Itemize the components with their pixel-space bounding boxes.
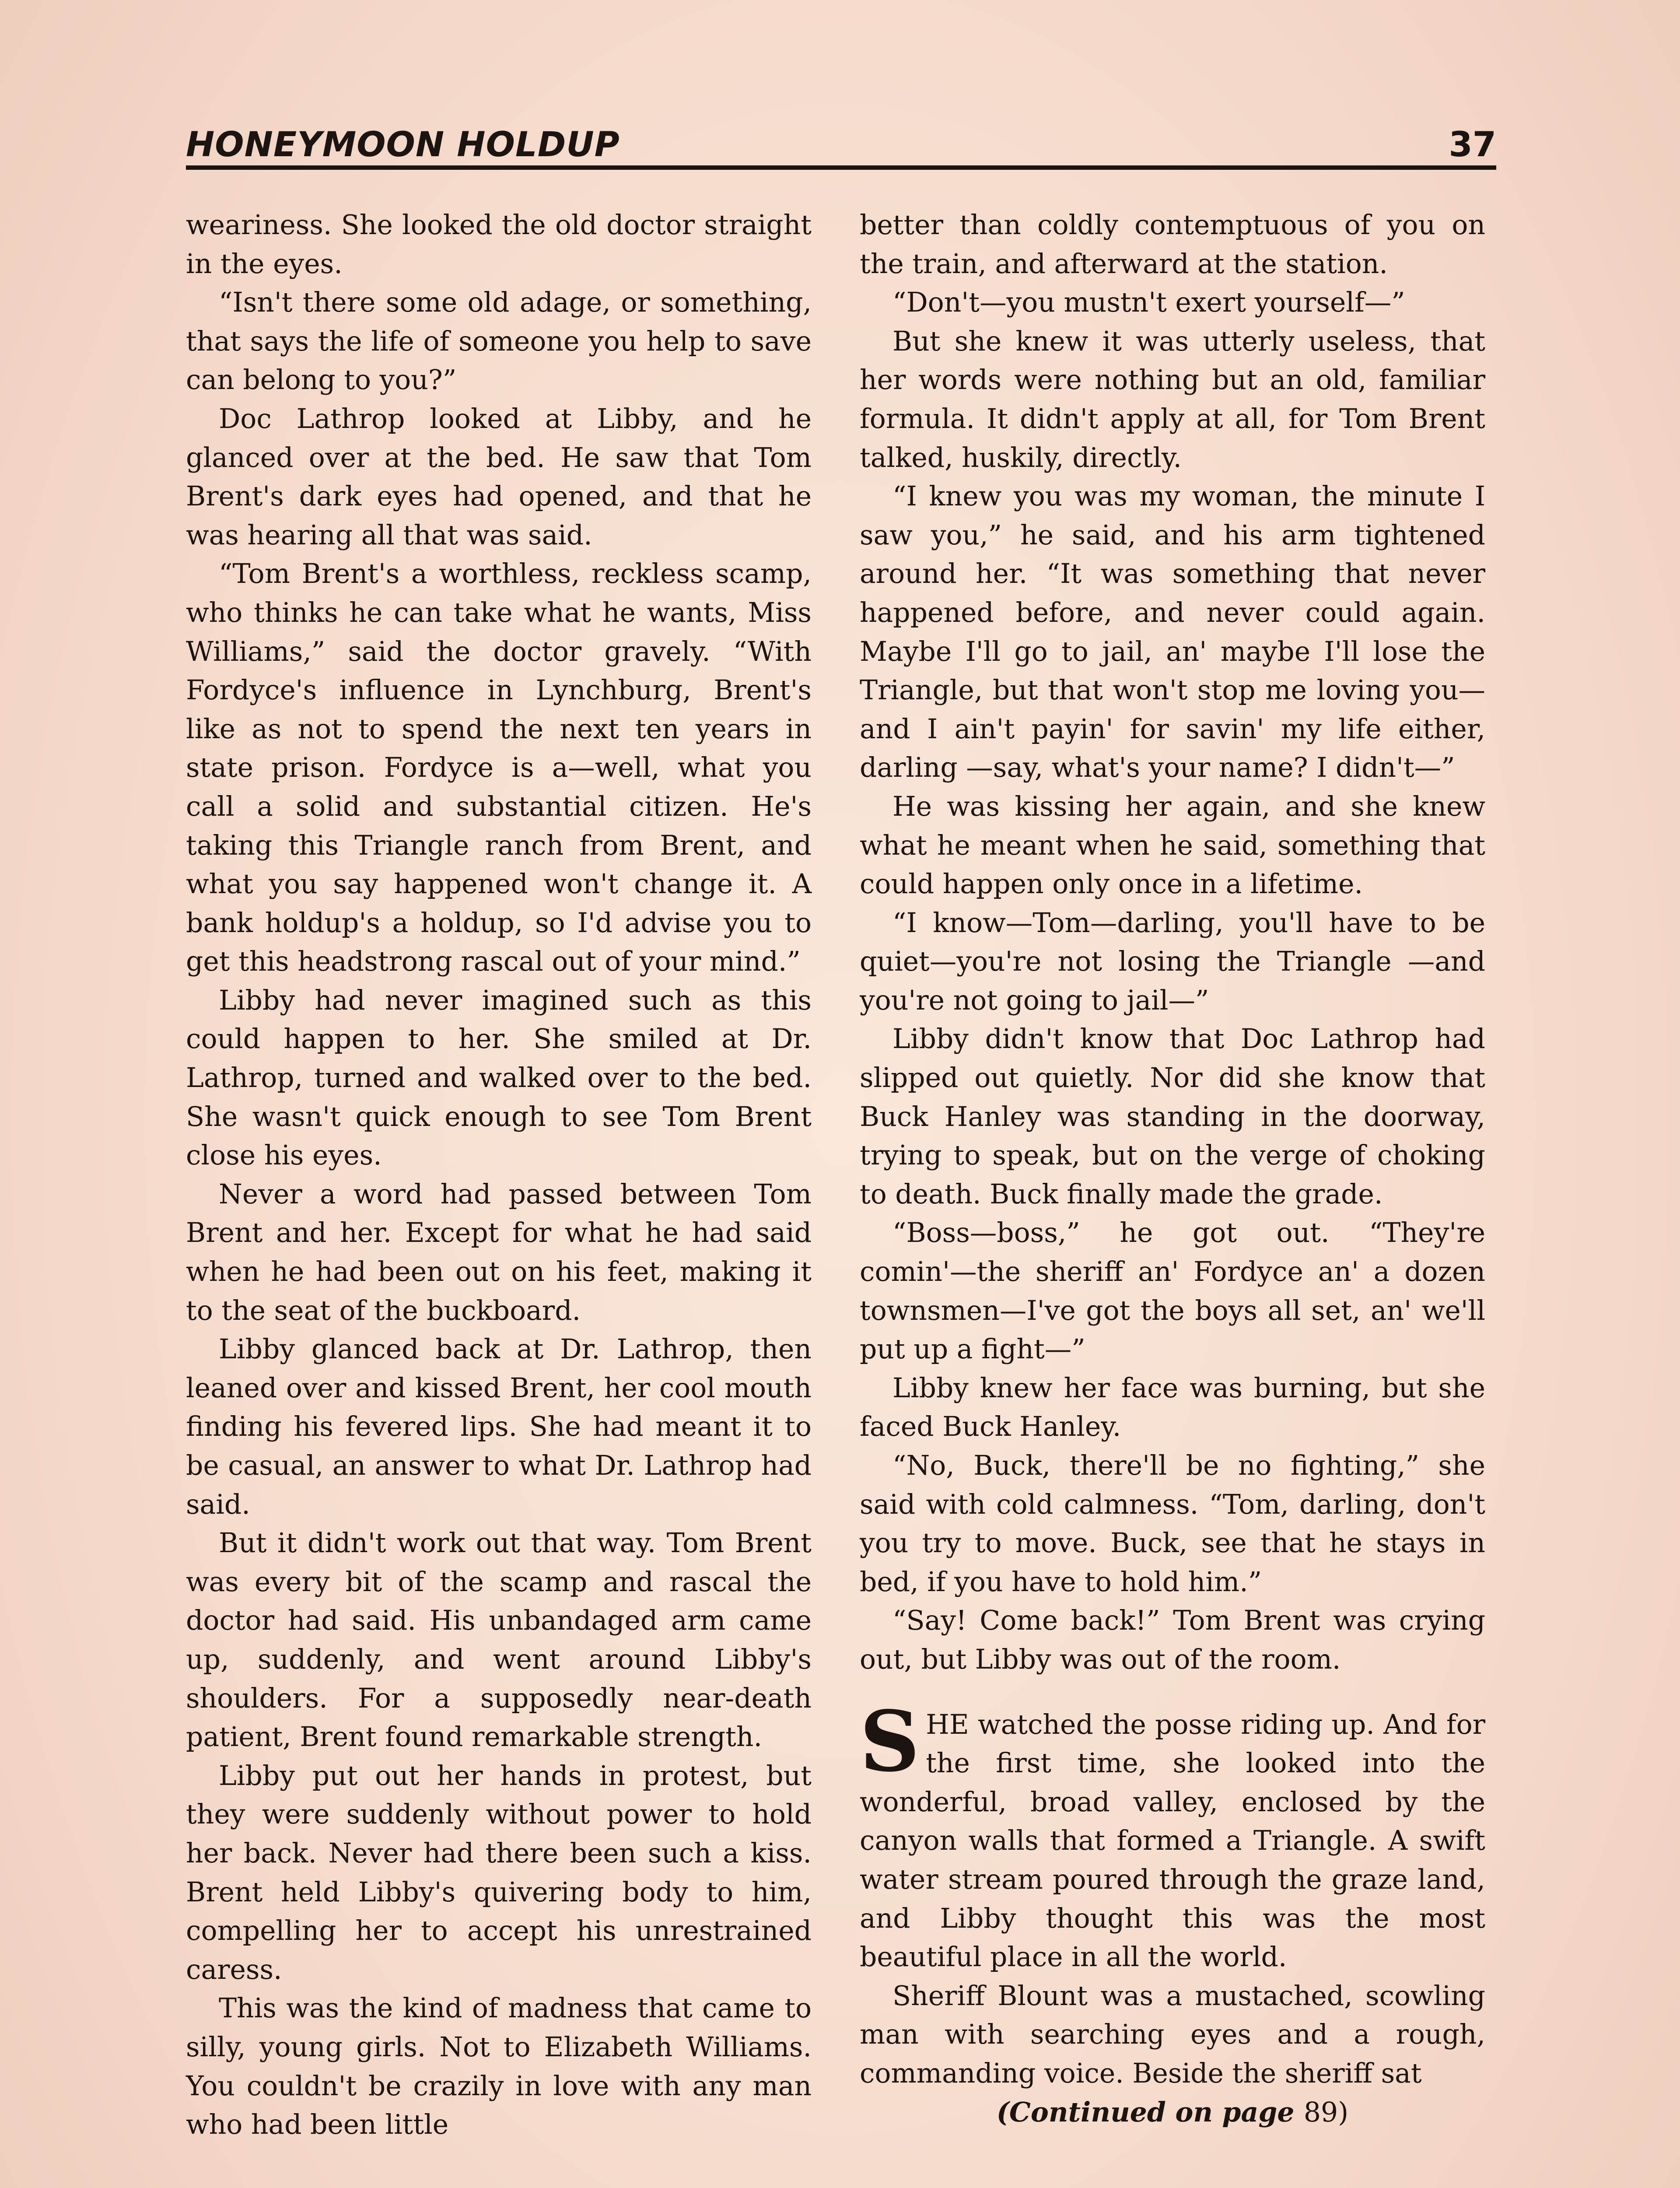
drop-cap: S xyxy=(860,1692,920,1790)
left-column xyxy=(186,206,812,2144)
section-break xyxy=(860,1679,1485,1705)
paragraph: Sheriff Blount was a mustached, scowling man with searching eyes and a rough, commanding voice. Beside the sheriff sat xyxy=(860,1980,1485,2089)
paragraph: He was kissing her again, and she knew what he meant when he said, something that could happen only once in a lifetime. xyxy=(860,790,1485,900)
paragraph: Libby didn't know that Doc Lathrop had slipped out quietly. Nor did she know that Buck Hanley was standing in the doorway, trying to speak, but on the verge of choking to death. Buck finally made the grade. xyxy=(860,1023,1485,1210)
paragraph: Libby glanced back at Dr. Lathrop, then leaned over and kissed Brent, her cool mouth finding his fevered lips. She had meant it to be casual, an answer to what Dr. Lathrop had said. xyxy=(186,1333,812,1520)
paragraph: Libby knew her face was burning, but she faced Buck Hanley. xyxy=(860,1372,1485,1443)
paragraph: This was the kind of madness that came to silly, young girls. Not to Elizabeth Williams. You couldn't be crazily in love with any man who had been little xyxy=(186,1992,812,2141)
paragraph: “Boss—boss,” he got out. “They're comin'—the sheriff an' Fordyce an' a dozen townsmen—I've got the boys all set, an' we'll put up a fight—” xyxy=(860,1217,1485,1365)
paragraph: Doc Lathrop looked at Libby, and he glanced over at the bed. He saw that Tom Brent's dark eyes had opened, and that he was hearing all that was said. xyxy=(186,403,812,551)
section-opening-paragraph xyxy=(860,1692,1485,1977)
story-title: HONEYMOON HOLDUP xyxy=(186,125,620,165)
paragraph: But she knew it was utterly useless, that her words were nothing but an old, familiar formula. It didn't apply at all, for Tom Brent talked, huskily, directly. xyxy=(860,325,1485,473)
paragraph: Libby put out her hands in protest, but they were suddenly without power to hold her back. Never had there been such a kiss. Brent held Libby's quivering body to him, compelling her to accept his unrestrained caress. xyxy=(186,1760,812,1985)
paragraph-text: HE watched the posse riding up. And for the first time, she looked into the wonderful, broad valley, enclosed by the canyon walls that formed a Triangle. A swift water stream poured through the graze land, and Libby thought this was the most beautiful place in all the world. xyxy=(860,1708,1485,1973)
paragraph: Libby had never imagined such as this could happen to her. She smiled at Dr. Lathrop, turned and walked over to the bed. She wasn't quick enough to see Tom Brent close his eyes. xyxy=(186,984,812,1171)
paragraph: “I knew you was my woman, the minute I saw you,” he said, and his arm tightened around her. “It was something that never happened before, and never could again. Maybe I'll go to jail, an' maybe I'll lose the Triangle, but that won't stop me loving you—and I ain't payin' for savin' my life either, darling —say, what's your name? I didn't—” xyxy=(860,480,1485,784)
paragraph: “Say! Come back!” Tom Brent was crying out, but Libby was out of the room. xyxy=(860,1605,1485,1675)
paragraph: But it didn't work out that way. Tom Brent was every bit of the scamp and rascal the doctor had said. His unbandaged arm came up, suddenly, and went around Libby's shoulders. For a supposedly near-death patient, Brent found remarkable strength. xyxy=(186,1527,812,1753)
paragraph: “No, Buck, there'll be no fighting,” she said with cold calmness. “Tom, darling, don't you try to move. Buck, see that he stays in bed, if you have to hold him.” xyxy=(860,1450,1485,1598)
continued-note xyxy=(860,2093,1485,2132)
paragraph: better than coldly contemptuous of you on the train, and afterward at the station. xyxy=(860,209,1485,280)
paragraph: “Tom Brent's a worthless, reckless scamp, who thinks he can take what he wants, Miss Williams,” said the doctor gravely. “With Fordyce's influence in Lynchburg, Brent's like as not to spend the next ten years in state prison. Fordyce is a—well, what you call a solid and substantial citizen. He's taking this Triangle ranch from Brent, and what you say happened won't change it. A bank holdup's a holdup, so I'd advise you to get this headstrong rascal out of your mind.” xyxy=(186,558,812,978)
paragraph: “I know—Tom—darling, you'll have to be quiet—you're not losing the Triangle —and you're not going to jail—” xyxy=(860,907,1485,1016)
running-head xyxy=(186,117,1496,170)
paragraph: “Isn't there some old adage, or something, that says the life of someone you help to save can belong to you?” xyxy=(186,287,812,396)
paragraph: “Don't—you mustn't exert yourself—” xyxy=(892,287,1405,319)
page-number: 37 xyxy=(1449,125,1496,165)
paragraph: weariness. She looked the old doctor straight in the eyes. xyxy=(186,209,812,280)
right-column xyxy=(860,206,1485,2132)
paragraph: Never a word had passed between Tom Brent and her. Except for what he had said when he had been out on his feet, making it to the seat of the buckboard. xyxy=(186,1178,812,1326)
continued-page: 89) xyxy=(1303,2096,1349,2128)
continued-label: (Continued on page xyxy=(996,2096,1295,2128)
